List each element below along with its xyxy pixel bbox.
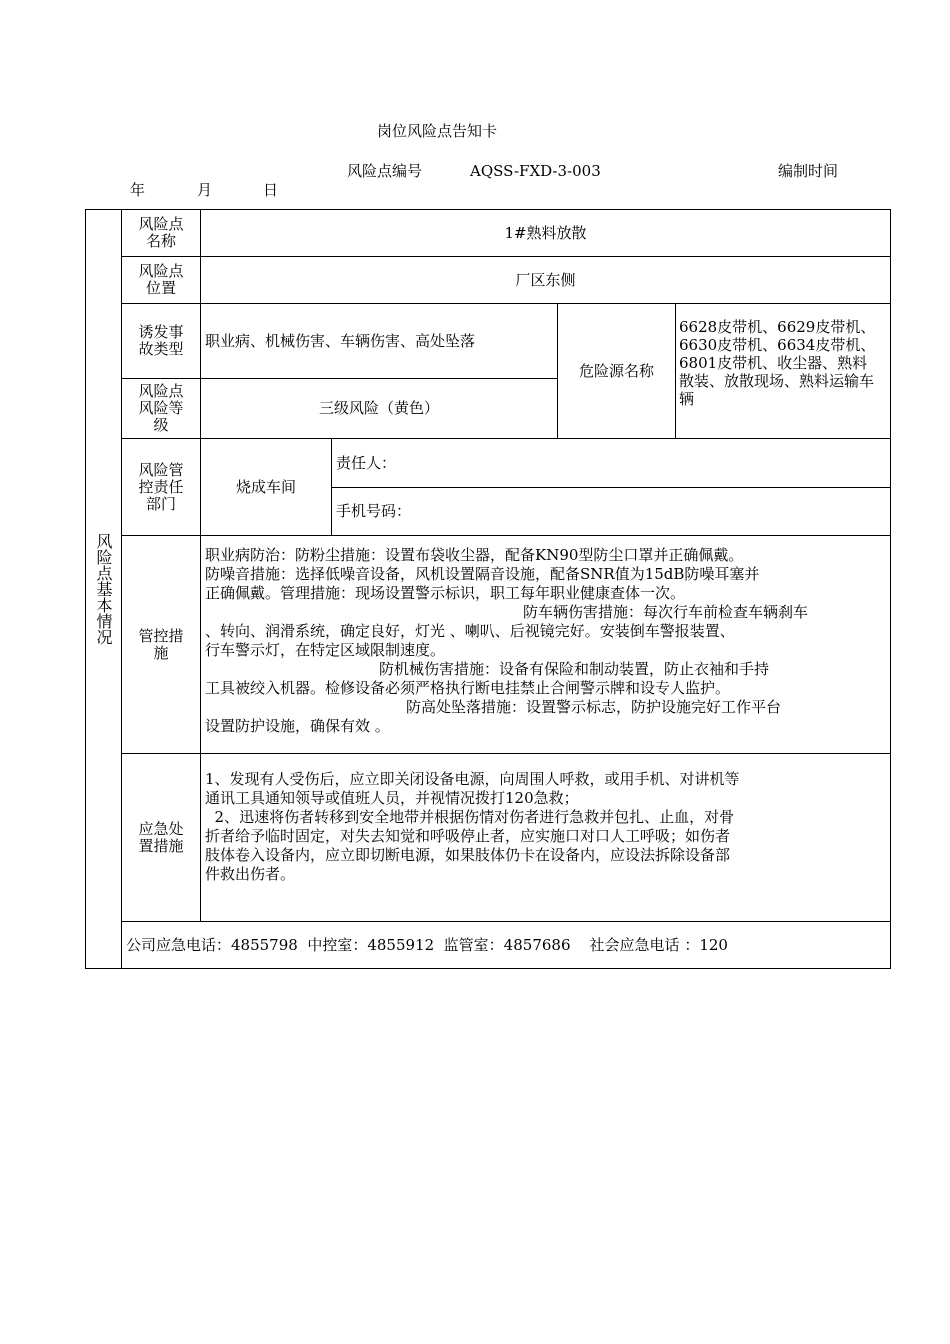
- risk-location-value: 厂区东侧: [515, 270, 576, 289]
- risk-name-value: 1#熟料放散: [504, 223, 587, 242]
- control-line: 工具被绞入机器。检修设备必须严格执行断电挂禁止合闸警示牌和设专人监护。: [205, 679, 731, 697]
- emergency-line: 件救出伤者。: [205, 865, 296, 883]
- control-line: 设置防护设施，确保有效 。: [205, 717, 390, 735]
- compile-date-label: 编制时间: [778, 162, 839, 180]
- control-line: 正确佩戴。管理措施：现场设置警示标识，职工每年职业健康查体一次。: [205, 584, 686, 602]
- emergency-phones: 公司应急电话：4855798 中控室：4855912 监管室：4857686 社会应急电话 ：120: [126, 935, 728, 954]
- emergency-line: 通讯工具通知领导或值班人员，并视情况拨打120急救；: [205, 789, 579, 807]
- hazard-name-label: 危险源名称: [578, 361, 654, 380]
- control-line: 防车辆伤害措施：每次行车前检查车辆刹车: [523, 603, 809, 621]
- accident-type-label: 诱发事故类型: [138, 323, 184, 358]
- control-line: 防高处坠落措施：设置警示标志，防护设施完好工作平台: [406, 698, 782, 716]
- control-line: 行车警示灯，在特定区域限制速度。: [205, 641, 446, 659]
- dept-label: 风险管控责任部门: [138, 460, 184, 513]
- card-title: 岗位风险点告知卡: [377, 122, 498, 140]
- control-measures-text: [201, 546, 890, 746]
- risk-location-label: 风险点位置: [138, 262, 184, 297]
- risk-code-label: 风险点编号: [347, 162, 423, 180]
- accident-type-value: 职业病、机械伤害、车辆伤害、高处坠落: [205, 331, 476, 350]
- phone-number: 手机号码：: [336, 502, 412, 520]
- risk-name-label: 风险点名称: [138, 215, 184, 250]
- control-line: 、转向、润滑系统，确定良好，灯光 、喇叭、后视镜完好。安装倒车警报装置、: [205, 622, 735, 640]
- hazard-name-value: 6628皮带机、6629皮带机、6630皮带机、6634皮带机、6801皮带机、收尘器、熟料散装、放散现场、熟料运输车辆: [679, 318, 876, 408]
- emergency-line: 肢体卷入设备内，应立即切断电源，如果肢体仍卡在设备内，应设法拆除设备部: [205, 846, 731, 864]
- person-in-charge: 责任人：: [336, 453, 397, 472]
- control-line: 防噪音措施：选择低噪音设备，风机设置隔音设施，配备SNR值为15dB防噪耳塞并: [205, 565, 760, 583]
- date-day: 日: [263, 181, 279, 199]
- control-measures-label: 管控措施: [138, 626, 184, 662]
- emergency-measures-label: 应急处置措施: [138, 819, 184, 855]
- dept-value: 烧成车间: [235, 477, 296, 496]
- risk-level-label: 风险点风险等级: [138, 382, 184, 434]
- emergency-line: 2、迅速将伤者转移到安全地带并根据伤情对伤者进行急救并包扎、止血，对骨: [205, 808, 735, 826]
- control-line: 职业病防治：防粉尘措施：设置布袋收尘器，配备KN90型防尘口罩并正确佩戴。: [205, 546, 744, 564]
- control-line: 防机械伤害措施：设备有保险和制动装置，防止衣袖和手持: [379, 660, 770, 678]
- emergency-line: 1、发现有人受伤后，应立即关闭设备电源，向周围人呼救，或用手机、对讲机等: [205, 770, 740, 788]
- date-year: 年: [130, 181, 146, 199]
- risk-level-value: 三级风险（黄色）: [318, 399, 439, 417]
- risk-code-value: AQSS-FXD-3-003: [470, 162, 601, 180]
- side-label: 风险点基本情况: [94, 533, 113, 645]
- emergency-measures-text: [201, 770, 890, 915]
- side-label-cell: [86, 210, 121, 968]
- date-month: 月: [197, 181, 213, 199]
- emergency-line: 折者给予临时固定，对失去知觉和呼吸停止者，应实施口对口人工呼吸；如伤者: [205, 827, 731, 845]
